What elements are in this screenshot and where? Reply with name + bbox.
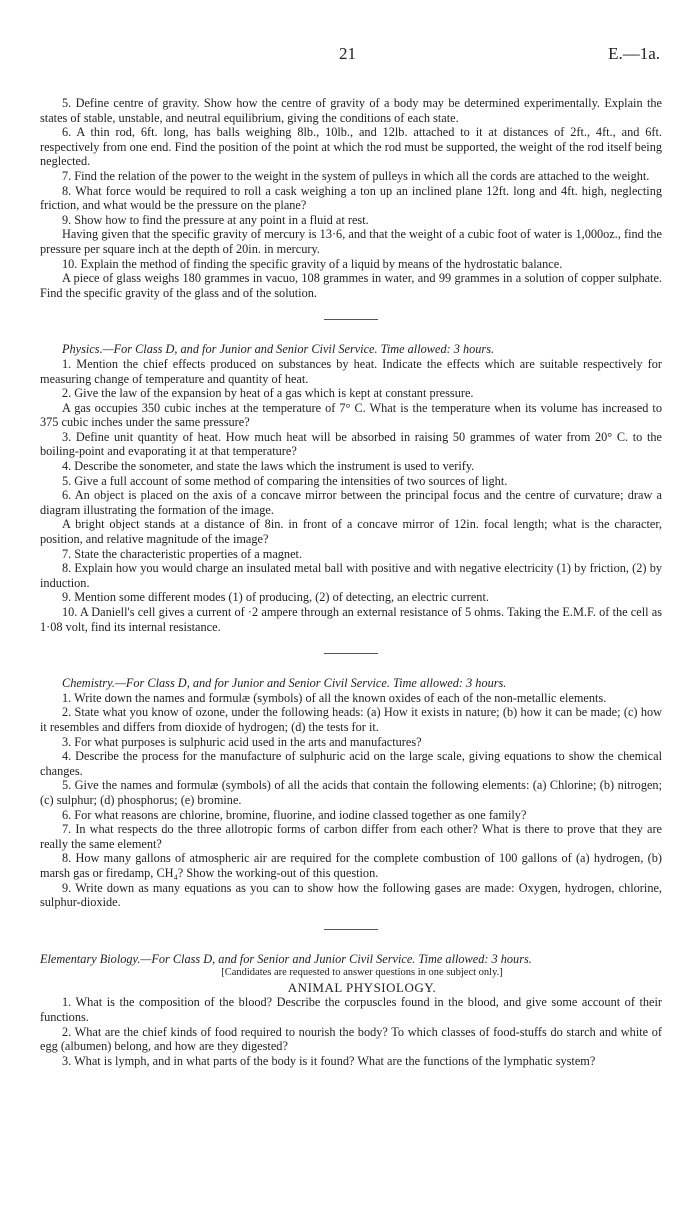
question: 6. An object is placed on the axis of a concave mirror between the principal focus and the centre of curvature; draw a diagram illustrating the formation of the image. [40,488,662,517]
question: 6. For what reasons are chlorine, bromine, fluorine, and iodine classed together as one family? [62,807,527,822]
question: 2. What are the chief kinds of food required to nourish the body? To which classes of food-stuffs do starch and white of egg (albumen) belong, and how are they digested? [40,1024,662,1054]
question: 1. What is the composition of the blood? Describe the corpuscles found in the blood, and give some account of their functions. [40,995,662,1025]
question: 9. Write down as many equations as you can to show how the following gases are made: Oxygen, hydrogen, chlorine, sulphur-dioxide. [40,880,662,910]
question: A gas occupies 350 cubic inches at the temperature of 7° C. What is the temperature when its volume has increased to 375 cubic inches under the same pressure? [40,400,662,430]
question: 2. Give the law of the expansion by heat of a gas which is kept at constant pressure. [62,386,474,401]
question: 5. Define centre of gravity. Show how the centre of gravity of a body may be determined experimentally. Explain the states of stable, unstable, and neutral equilibrium, giving the conditions of each state. [40,96,662,125]
question: 4. Describe the sonometer, and state the laws which the instrument is used to verify. [62,459,475,474]
question: 7. In what respects do the three allotropic forms of carbon differ from each other? What is there to prove that they are really the same element? [40,822,662,851]
question: 2. State what you know of ozone, under the following heads: (a) How it exists in nature; (b) how it can be made; (c) how it resembles and differs from dioxide of hydrogen; (d) the tests for it. [40,705,662,734]
biology-section [40,952,662,1069]
question: 5. Give the names and formulæ (symbols) of all the acids that contain the following elements: (a) Chlorine; (b) nitrogen; (c) sulphur; (d) phosphorus; (e) bromine. [40,778,662,807]
physics-section [40,342,662,634]
question: 6. A thin rod, 6ft. long, has balls weighing 8lb., 10lb., and 12lb. attached to it at distances of 2ft., 4ft., and 6ft. respectively from one end. Find the position of the point at which the rod must be supported, the weight of the rod itself being neglected. [40,125,662,169]
question: 8. Explain how you would charge an insulated metal ball with positive and with negative electricity (1) by friction, (2) by induction. [40,561,662,590]
section-divider [324,653,378,654]
question: 5. Give a full account of some method of comparing the intensities of two sources of light. [62,473,508,488]
question: 10. A Daniell's cell gives a current of ·2 ampere through an external resistance of 5 ohms. Taking the E.M.F. of the cell as 1·08 volt, find its internal resistance. [40,605,662,634]
question: 10. Explain the method of finding the specific gravity of a liquid by means of the hydrostatic balance. [62,256,563,271]
section-heading: Chemistry.—For Class D, and for Junior and Senior Civil Service. Time allowed: 3 hours. [62,676,507,691]
page-number: 21 [339,44,356,63]
section-heading: Elementary Biology.—For Class D, and for Senior and Junior Civil Service. Time allowed: 3 hours. [40,951,532,966]
question: 9. Show how to find the pressure at any point in a fluid at rest. [62,212,369,227]
question: 7. Find the relation of the power to the weight in the system of pulleys in which all the cords are attached to the weight. [62,168,650,183]
question: A piece of glass weighs 180 grammes in vacuo, 108 grammes in water, and 99 grammes in a solution of copper sulphate. Find the specific gravity of the glass and of the solution. [40,271,662,300]
question: 7. State the characteristic properties of a magnet. [62,546,303,561]
question: 3. What is lymph, and in what parts of the body is it found? What are the functions of the lymphatic system? [62,1053,596,1068]
question: 8. How many gallons of atmospheric air are required for the complete combustion of 100 gallons of (a) hydrogen, (b) marsh gas or firedamp, CH₄? Show the working-out of this question. [40,851,662,880]
question: Having given that the specific gravity of mercury is 13·6, and that the weight of a cubic foot of water is 1,000oz., find the pressure per square inch at the depth of 20in. in mercury. [40,227,662,256]
section-divider [324,319,378,320]
document-reference: E.—1a. [608,44,660,63]
question: 1. Write down the names and formulæ (symbols) of all the known oxides of each of the non-metallic elements. [62,690,607,705]
question: 9. Mention some different modes (1) of producing, (2) of detecting, an electric current. [62,590,489,605]
question: 4. Describe the process for the manufacture of sulphuric acid on the large scale, giving equations to show the chemical changes. [40,749,662,778]
question: A bright object stands at a distance of 8in. in front of a concave mirror of 12in. focal length; what is the character, position, and relative magnitude of the image? [40,517,662,547]
question: 8. What force would be required to roll a cask weighing a ton up an inclined plane 12ft. long and 4ft. high, neglecting friction, and what would be the pressure on the plane? [40,183,662,213]
chemistry-section [40,676,662,910]
page-content [40,96,662,1068]
question: 1. Mention the chief effects produced on substances by heat. Indicate the effects which are suitable respectively for measuring change of temperature and quantity of heat. [40,356,662,386]
page-header [0,44,700,68]
instruction-note: [Candidates are requested to answer questions in one subject only.] [221,967,503,979]
mechanics-questions [40,96,662,300]
question: 3. For what purposes is sulphuric acid used in the arts and manufactures? [62,734,422,749]
question: 3. Define unit quantity of heat. How much heat will be absorbed in raising 50 grammes of water from 20° C. to the boiling-point and evaporating it at that temperature? [40,429,662,459]
subsection-heading: ANIMAL PHYSIOLOGY. [287,979,437,995]
section-heading: Physics.—For Class D, and for Junior and Senior Civil Service. Time allowed: 3 hours. [62,342,495,357]
section-divider [324,929,378,930]
